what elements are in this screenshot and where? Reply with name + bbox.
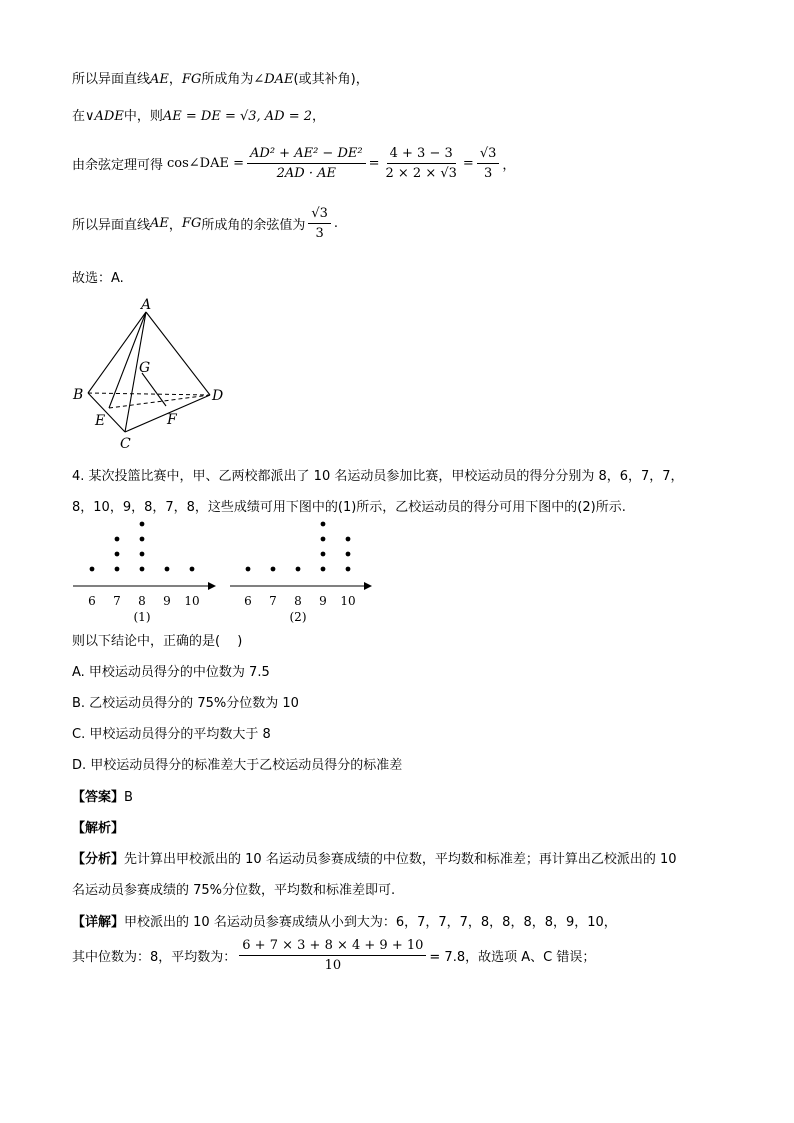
data-dot	[90, 567, 95, 572]
denominator: 10	[324, 958, 342, 973]
text: 在	[72, 109, 86, 124]
tick-label: 10	[184, 594, 200, 608]
axis-arrow	[208, 582, 216, 590]
math-ae: AE	[150, 216, 169, 231]
data-dot	[165, 567, 170, 572]
tick-label: 7	[113, 594, 121, 608]
tick-label: 10	[340, 594, 356, 608]
edge-bc	[88, 393, 125, 432]
tick-label: 6	[88, 594, 96, 608]
xiangjie-tag: 【详解】	[72, 915, 125, 930]
fraction-2	[382, 146, 459, 181]
data-dot	[271, 567, 276, 572]
label-b: B	[73, 387, 84, 403]
label-g: G	[139, 360, 151, 376]
option-d[interactable]: D. 甲校运动员得分的标准差大于乙校运动员得分的标准差	[72, 758, 403, 773]
math-ae: AE	[150, 72, 169, 87]
numerator: 6 + 7 × 3 + 8 × 4 + 9 + 10	[239, 938, 426, 956]
data-dot	[321, 522, 326, 527]
xiangjie-text: 甲校派出的 10 名运动员参赛成绩从小到大为：6，7，7，7，8，8，8，8，9，10，	[124, 915, 617, 930]
data-dot	[140, 567, 145, 572]
data-dot	[321, 567, 326, 572]
data-dot	[321, 552, 326, 557]
data-dot	[140, 552, 145, 557]
data-dot	[190, 567, 195, 572]
answer-tag: 【答案】	[72, 790, 125, 805]
denominator: 2AD · AE	[276, 166, 336, 181]
line-1	[72, 68, 369, 87]
axis-arrow	[364, 582, 372, 590]
answer-value: B	[124, 790, 133, 805]
text: ，	[168, 218, 182, 233]
text: 所以异面直线	[72, 218, 151, 233]
line-3-cosine-law	[72, 146, 515, 181]
tetrahedron-figure	[68, 295, 238, 455]
math-angle: ∠DAE	[253, 72, 294, 87]
dot-plots-figure	[70, 515, 380, 625]
answer-line	[72, 786, 133, 805]
tick-label: 9	[319, 594, 327, 608]
fenxi-text: 先计算出甲校派出的 10 名运动员参赛成绩的中位数，平均数和标准差；再计算出乙校派出的 10	[124, 852, 677, 867]
math-equation: AE = DE = √3, AD = 2	[162, 109, 313, 124]
xiangjie-line-1	[72, 911, 617, 930]
tick-label: 6	[244, 594, 252, 608]
text: = 7.8，故选项 A、C 错误；	[429, 950, 596, 965]
fraction-3	[477, 146, 500, 181]
data-dot	[321, 537, 326, 542]
q4-line-1: 4. 某次投篮比赛中，甲、乙两校都派出了 10 名运动员参加比赛，甲校运动员的得分分别为 8，6，7，7，	[72, 469, 684, 484]
data-dot	[140, 537, 145, 542]
text: 所成角的余弦值为	[201, 218, 306, 233]
text: 由余弦定理可得	[72, 158, 164, 173]
text: ，	[502, 158, 516, 173]
line-4	[72, 206, 338, 241]
fraction-1	[247, 146, 366, 181]
text: 所成角为	[201, 72, 254, 87]
tick-label: 9	[163, 594, 171, 608]
analysis-tag	[72, 817, 124, 836]
option-a[interactable]: A. 甲校运动员得分的中位数为 7.5	[72, 665, 270, 680]
math-triangle: ∨ADE	[85, 109, 124, 124]
fenxi-tag: 【分析】	[72, 852, 125, 867]
label-c: C	[120, 436, 131, 452]
tick-label: 8	[294, 594, 302, 608]
text: 中，则	[123, 109, 163, 124]
data-dot	[115, 537, 120, 542]
numerator: 4 + 3 − 3	[387, 146, 456, 164]
text: ，	[168, 72, 182, 87]
label-e: E	[95, 413, 106, 429]
math-fg: FG	[181, 72, 202, 87]
text: .	[333, 216, 339, 231]
text: (或其补角)，	[293, 72, 369, 87]
data-dot	[246, 567, 251, 572]
math-fg: FG	[181, 216, 202, 231]
denominator: 3	[315, 226, 324, 241]
edge-ad	[146, 312, 210, 395]
data-dot	[346, 552, 351, 557]
denominator: 3	[483, 166, 493, 181]
equals: =	[368, 156, 380, 171]
line-5-choice: 故选：A.	[72, 271, 124, 286]
data-dot	[115, 552, 120, 557]
text: ，	[312, 109, 326, 124]
fraction-cos-value	[308, 206, 331, 241]
segment-gf	[142, 373, 166, 406]
dot-plot-1	[73, 522, 216, 624]
line-2	[72, 105, 325, 124]
tick-label: 7	[269, 594, 277, 608]
option-c[interactable]: C. 甲校运动员得分的平均数大于 8	[72, 727, 271, 742]
data-dot	[115, 567, 120, 572]
equals: =	[462, 156, 474, 171]
edge-bd-hidden	[88, 393, 210, 395]
dot-plot-2	[230, 522, 372, 624]
data-dot	[346, 537, 351, 542]
q4-prompt: 则以下结论中，正确的是( )	[72, 634, 243, 649]
plot-caption: (2)	[289, 610, 307, 624]
numerator: √3	[308, 206, 331, 224]
fraction-mean	[239, 938, 426, 973]
fenxi-line-1	[72, 848, 677, 867]
edge-ab	[88, 312, 146, 393]
tick-label: 8	[138, 594, 146, 608]
math-cos: cos∠DAE =	[167, 156, 245, 171]
numerator: AD² + AE² − DE²	[247, 146, 366, 164]
text: 所以异面直线	[72, 72, 151, 87]
label-a: A	[141, 297, 152, 313]
analysis-label: 【解析】	[72, 821, 125, 836]
numerator: √3	[477, 146, 500, 164]
data-dot	[296, 567, 301, 572]
q4-line-2: 8，10，9，8，7，8，这些成绩可用下图中的(1)所示，乙校运动员的得分可用下图中的(2)所示.	[72, 500, 626, 515]
plot-caption: (1)	[133, 610, 151, 624]
option-b[interactable]: B. 乙校运动员得分的 75%分位数为 10	[72, 696, 299, 711]
label-d: D	[212, 388, 224, 404]
median-mean-line	[72, 938, 595, 973]
fenxi-line-2: 名运动员参赛成绩的 75%分位数，平均数和标准差即可.	[72, 883, 396, 898]
label-f: F	[167, 412, 177, 428]
text: 其中位数为：8，平均数为：	[72, 950, 237, 965]
data-dot	[346, 567, 351, 572]
denominator: 2 × 2 × √3	[385, 166, 457, 181]
data-dot	[140, 522, 145, 527]
